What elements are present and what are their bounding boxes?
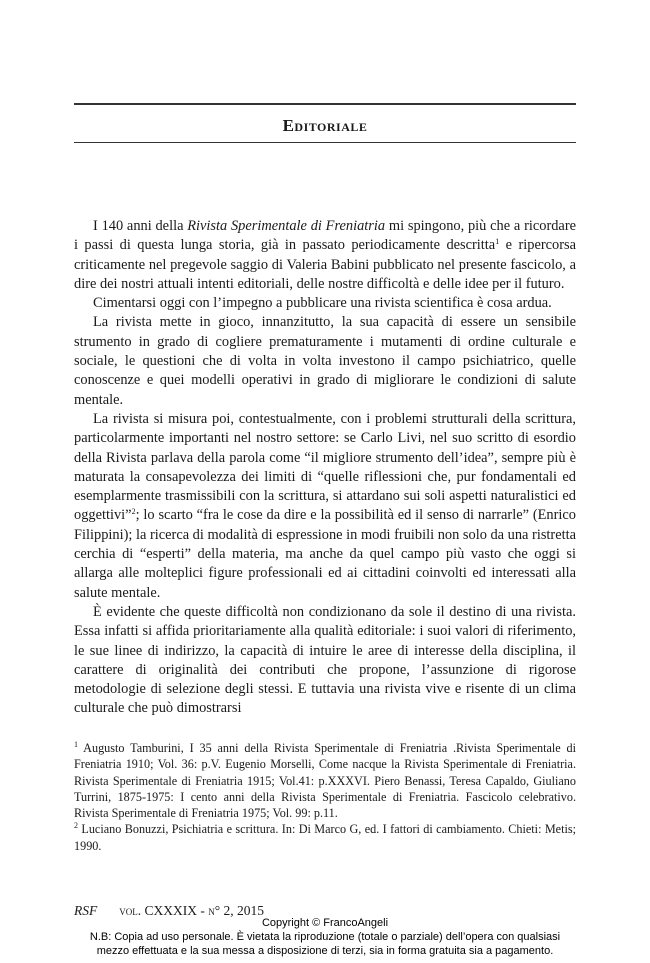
journal-name: Rivista Sperimentale di Freniatria — [187, 218, 386, 234]
paragraph-1: I 140 anni della Rivista Sperimentale di Freniatria mi spingono, più che a ricordare i passi di questa lunga storia, già in passato periodicamente descritta$^1$ e ripercorsa criticamente nel pregevole saggio di Valeria Babini pubblicato nel presente fascicolo, a dire dei nostri attuali intenti editoriali, delle nostre difficoltà e delle idee per il futuro. — [74, 218, 576, 292]
disclaimer-line-1: N.B: Copia ad uso personale. È vietata la riproduzione (totale o parziale) dell’opera con qualsiasi — [89, 931, 561, 943]
disclaimer-line-2: mezzo effettuata e la sua messa a disposizione di terzi, sia in forma gratuita sia a pagamento. — [96, 945, 554, 957]
copyright-notice — [0, 916, 650, 958]
page-title: Editoriale — [282, 116, 368, 135]
volume-info: vol. CXXXIX - n° 2, 2015 — [119, 903, 265, 918]
footnotes — [74, 740, 576, 854]
paragraph-2: Cimentarsi oggi con l’impegno a pubblicare una rivista scientifica è cosa ardua. — [93, 295, 552, 312]
paragraph-4: La rivista si misura poi, contestualmente, con i problemi strutturali della scrittura, particolarmente importanti nel nostro settore: se Carlo Livi, nel suo scritto di esordio della Rivista parlava della parola come “il migliore strumento dell’idea”, sempre più è maturata la consapevolezza dei limiti di “quelle riflessioni che, pur fondamentali ed esemplarmente trasmissibili con la scrittura, si attardano sui soli aspetti naturalistici ed oggettivi”$^2$; lo scarto “fra le cose da dire e la possibilità ed il senso di narrarle” (Enrico Filippini); la ricerca di modalità di espressione in modi fruibili non solo da una ristretta cerchia di “esperti” della materia, ma anche da quel campo più vasto che oggi si allarga alle molteplici figure professionali ed ai cittadini coinvolti ed interessati alla salute mentale. — [74, 410, 576, 601]
footnote-2: $^2$ Luciano Bonuzzi, Psichiatria e scrittura. In: Di Marco G, ed. I fattori di cambiamento. Chieti: Metis; 1990. — [74, 821, 576, 853]
paragraph-3: La rivista mette in gioco, innanzitutto, la sua capacità di essere un sensibile strumento in grado di cogliere prematuramente i mutamenti di ordine culturale e sociale, le questioni che di volta in volta investono il campo psichiatrico, quelle conoscenze e quei modelli operativi in grado di migliorare le condizioni di salute mentale. — [74, 314, 576, 408]
paragraph-5: È evidente che queste difficoltà non condizionano da sole il destino di una rivista. Essa infatti si affida prioritariamente alla qualità editoriale: i suoi valori di riferimento, le sue linee di indirizzo, la capacità di intuire le aree di interesse della disciplina, il carattere di originalità dei contributi che propone, l’assunzione di rigorose metodologie di selezione degli stessi. E tuttavia una rivista vive e risente di un clima culturale che può dimostrarsi — [74, 603, 576, 717]
footnote-1: $^1$ Augusto Tamburini, I 35 anni della Rivista Sperimentale di Freniatria .Rivista Sperimentale di Freniatria 1910; Vol. 36: p.V. Eugenio Morselli, Come nacque la Rivista Sperimentale di Freniatria. Rivista Sperimentale di Freniatria 1915; Vol.41: p.XXXVI. Piero Benassi, Teresa Capaldo, Giuliano Turrini, 1875-1975: I cento anni della Rivista Sperimentale di Freniatria. Fascicolo celebrativo. Rivista Sperimentale di Freniatria 1975; Vol. 99: p.11. — [74, 740, 576, 821]
top-rule — [74, 103, 576, 105]
article-body — [74, 217, 576, 719]
title-rule — [74, 142, 576, 143]
footnote-ref-1[interactable]: 1 — [495, 237, 500, 247]
footnote-ref-2[interactable]: 2 — [131, 507, 136, 517]
journal-abbrev: RSF — [74, 903, 98, 918]
copyright-line: Copyright © FrancoAngeli — [261, 917, 389, 929]
